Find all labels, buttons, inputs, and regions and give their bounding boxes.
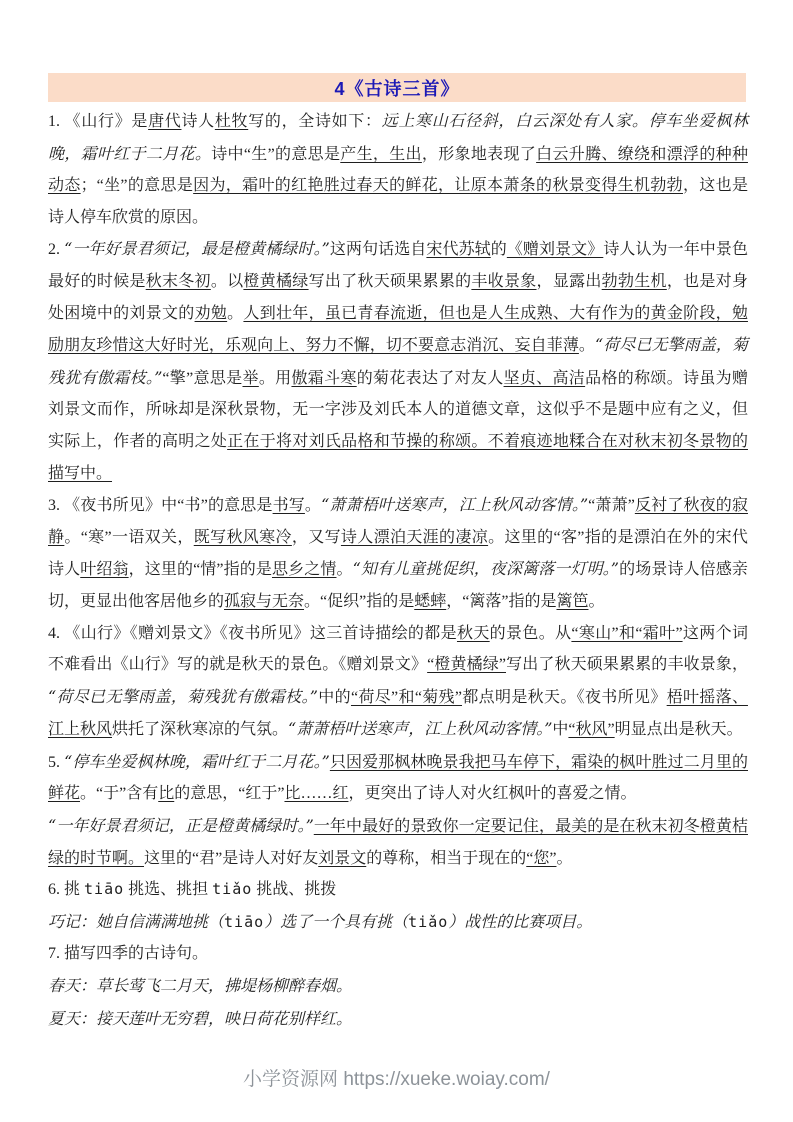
pinyin-segment: tiāo [84,880,125,899]
text-segment: ，也是对身处困境中的刘景文的 [48,272,748,322]
text-segment: ，这里的“情”指的是 [128,561,272,579]
text-segment: 秋天 [456,624,490,642]
paragraph [48,874,748,906]
text-segment: 这两个词不难看出《山行》写的就是秋天的景色。《赠刘景文》 [48,624,748,674]
text-segment: 这两句话选自 [329,241,427,259]
text-segment: 。 [227,304,244,322]
paragraph [48,618,748,746]
text-segment: 举 [242,369,259,387]
text-segment: ，这也是诗人停车欣赏的原因。 [48,177,748,226]
text-segment: 1. 《山行》是 [48,113,149,130]
text-segment: 。“促织”指的是 [304,592,415,610]
pinyin-segment: tiǎo [408,912,449,931]
poem-segment: “荷尽已无擎雨盖，菊残犹有傲霜枝。” [48,686,318,706]
poem-segment: “萧萧梧叶送寒声，江上秋风动客情。” [288,719,553,739]
text-segment: 。 [336,561,353,579]
text-segment: 蟋蟀 [414,592,447,610]
text-segment: 7. 描写四季的古诗句。 [48,945,209,963]
paragraph [48,233,748,489]
poem-segment: “一年好景君须记，正是橙黄橘绿时。” [48,816,314,836]
text-segment: 的 [490,241,507,259]
poem-segment: ）选了一个具有挑（ [264,911,409,931]
text-segment: 孤寂与无奈 [224,592,305,610]
text-segment: 坚贞、高洁 [503,369,586,387]
text-segment: “橙黄橘绿” [427,656,506,674]
paragraph [48,746,748,810]
text-segment: 书写 [272,497,305,515]
pinyin-segment: tiǎo [212,880,253,899]
text-segment: 橙黄橘绿 [243,272,309,290]
text-segment: 白云升腾、缭绕和漂浮的种种动态 [48,145,748,195]
paragraph [48,105,748,233]
text-segment: 思乡之情 [272,561,337,579]
text-segment: 梧叶摇落、江上秋风 [48,688,748,739]
text-segment: ，更突出了诗人对火红枫叶的喜爱之情。 [348,785,637,803]
page-title: 4《古诗三首》 [334,78,460,99]
poem-segment: 远上寒山石径斜，白云深处有人家。停车坐爱枫林晚，霜叶红于二月花。 [48,111,748,163]
text-segment: 篱笆 [556,592,589,610]
text-segment: 3. 《夜书所见》中“书”的意思是 [48,497,273,515]
paragraph [48,970,748,1003]
poem-segment: 巧记：她自信满满地挑（ [48,911,225,931]
text-segment: 既写秋风寒冷 [193,528,292,546]
text-segment: 诗人认为一年中景色最好的时候是 [48,241,748,290]
poem-segment: “一年好景君须记，最是橙黄橘绿时。” [64,239,330,259]
site-credit: 小学资源网 https://xueke.woiay.com/ [243,1069,550,1090]
poem-segment: “停车坐爱枫林晚，霜叶红于二月花。” [64,751,330,771]
content [48,105,748,1035]
poem-segment: 春天：草长莺飞二月天，拂堤杨柳醉春烟。 [48,976,353,996]
text-segment: 写的，全诗如下： [248,113,382,130]
text-segment: ，显露出 [536,272,602,290]
text-segment: 。 [304,497,322,515]
text-segment: “您” [526,849,557,867]
text-segment: 诗人漂泊天涯的凄凉 [340,528,489,546]
text-segment: 品格的称颂。诗虽为赠刘景文而作，所咏却是深秋景物，无一字涉及刘氏本人的道德文章，这似乎不是题中应有之义，但实际上，作者的高明之处 [48,369,748,450]
text-segment: 挑选、挑担 [124,881,213,899]
text-segment: 人到壮年，虽已青春流逝，但也是人生成熟、大有作为的黄金阶段，勉励朋友珍惜这大好时光，乐观向上、努力不懈，切不要意志消沉、妄自菲薄 [48,304,748,355]
text-segment: “荷尽”和“菊残” [350,688,463,706]
poem-segment: ）战性的比赛项目。 [448,911,593,931]
text-segment: ，又写 [291,528,341,546]
text-segment: 比……红 [284,785,349,803]
text-segment: 的意思，“红于” [174,785,285,803]
paragraph [48,938,748,970]
text-segment: 的菊花表达了对友人 [356,369,504,387]
text-segment: 写出了秋天硕果累累的 [308,272,472,290]
text-segment: 。“于”含有 [80,785,159,803]
text-segment: 2. [48,241,65,259]
text-segment: 比 [158,785,175,803]
text-segment: 5. [48,753,65,771]
text-segment: 产生，生出 [340,145,422,163]
text-segment: 反衬了秋夜的寂静 [48,497,748,546]
text-segment: 。以 [210,272,244,290]
text-segment: 一年中最好的景致你一定要记住，最美的是在秋末初冬橙黄桔绿的时节啊。 [48,818,748,867]
text-segment: ；“坐”的意思是 [80,177,194,195]
text-segment: “秋风” [568,721,615,739]
text-segment: 挑战、挑拨 [252,881,337,899]
poem-segment: “知有儿童挑促织，夜深篱落一灯明。” [352,559,619,579]
text-segment: 中 [552,721,569,739]
text-segment: “萧萧” [588,497,635,515]
text-segment: 4. 《山行》《赠刘景文》《夜书所见》这三首诗描绘的都是 [48,624,457,642]
text-segment: 劝勉 [194,304,228,322]
text-segment: 。这里的“客”指的是漂泊在外的宋代诗人 [48,528,748,579]
text-segment: 正在于将对刘氏品格和节操的称颂。不着痕迹地糅合在对秋末初冬景物的描写中。 [48,432,748,482]
paragraph [48,906,748,939]
title-bar [48,73,746,102]
text-segment: 这里的“君”是诗人对好友 [144,849,319,867]
text-segment: “寒山”和“霜叶” [571,624,683,642]
text-segment: “擎”意思是 [162,369,243,387]
text-segment: 。用 [258,369,292,387]
text-segment: 《赠刘景文》 [506,241,604,259]
text-segment: 写出了秋天硕果累累的丰收景象， [506,656,748,674]
text-segment: 中的 [317,688,351,706]
text-segment: 叶绍翁 [80,561,129,579]
text-segment: 傲霜斗寒 [291,369,357,387]
text-segment: ，“篱落”指的是 [446,592,557,610]
text-segment: 诗人 [181,113,215,130]
text-segment: 都点明是秋天。《夜书所见》 [462,688,667,706]
text-segment: 。 [556,849,573,867]
text-segment: 只因爱那枫林晚景我把马车停下，霜染的枫叶胜过二月里的鲜花 [48,753,748,803]
text-segment: 的场景诗人倍感亲切，更显出他客居他乡的 [48,561,748,610]
poem-segment: “荷尽已无擎雨盖，菊残犹有傲霜枝。” [48,335,748,387]
footer [0,1064,793,1091]
paragraph [48,810,748,874]
text-segment: 杜牧 [214,113,249,130]
text-segment: 6. 挑 [48,881,85,899]
text-segment: 。 [578,337,595,355]
text-segment: 唐代 [148,113,182,130]
text-segment: 明显点出是秋天。 [614,721,743,739]
pinyin-segment: tiāo [224,912,265,931]
text-segment: 刘景文 [318,849,367,867]
text-segment: 的尊称，相当于现在的 [366,849,527,867]
text-segment: 的景色。从 [489,624,572,642]
text-segment: 烘托了深秋寒凉的气氛。 [112,721,289,739]
paragraph [48,1003,748,1036]
text-segment: 勃勃生机 [601,272,667,290]
poem-segment: 夏天：接天莲叶无穷碧，映日荷花别样红。 [48,1008,353,1028]
text-segment: 。 [588,592,605,610]
text-segment: 。“寒”一语双关， [64,528,194,546]
paragraph [48,489,748,617]
text-segment: 丰收景象 [471,272,537,290]
text-segment: ，形象地表现了 [421,145,537,163]
text-segment: 因为，霜叶的红艳胜过春天的鲜花，让原本萧条的秋景变得生机勃勃 [193,177,683,195]
poem-segment: “萧萧梧叶送寒声，江上秋风动客情。” [321,495,589,515]
text-segment: 宋代苏轼 [426,241,491,259]
text-segment: 诗中“生”的意思是 [211,145,341,163]
text-segment: 秋末冬初 [145,272,211,290]
